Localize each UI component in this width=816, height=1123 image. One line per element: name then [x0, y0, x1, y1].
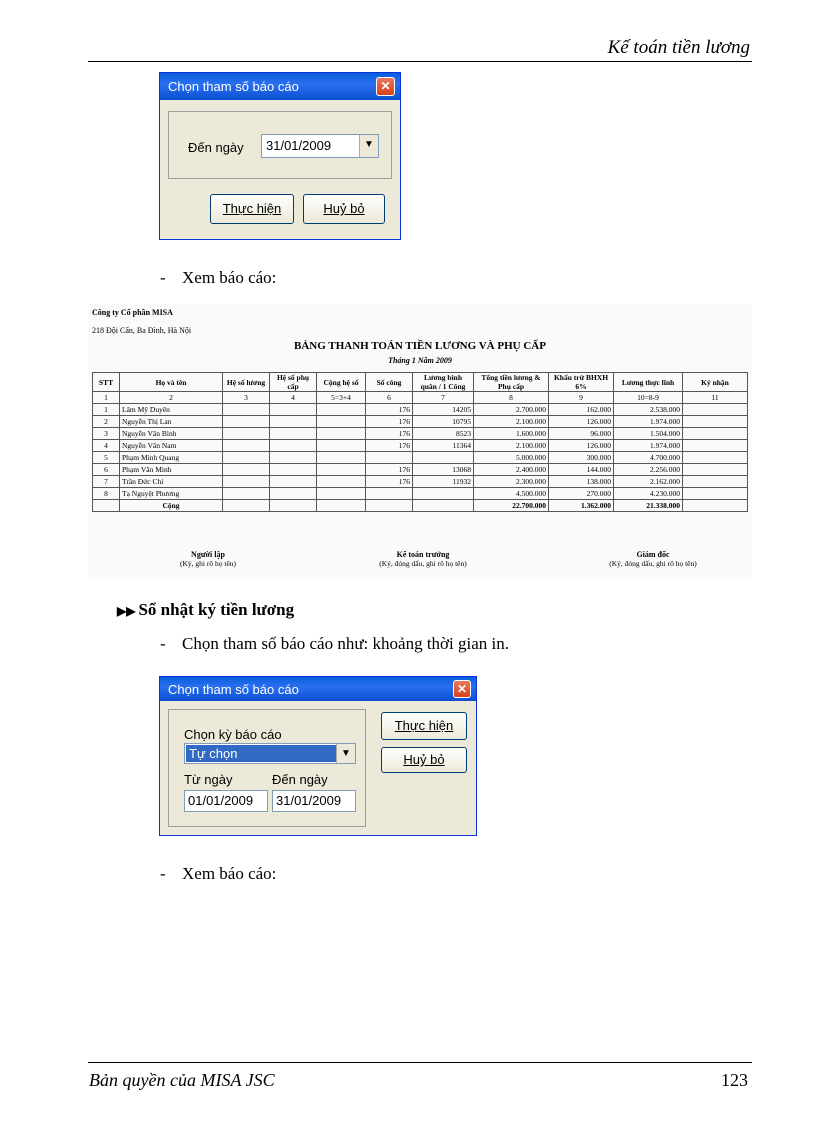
- total-thuc-linh: 21.338.000: [614, 500, 683, 512]
- col-header: Số công: [366, 373, 413, 392]
- table-cell: 11932: [413, 476, 474, 488]
- table-cell: [683, 428, 748, 440]
- table-cell: 176: [366, 404, 413, 416]
- table-cell: [317, 464, 366, 476]
- dialog-report-params-1: [159, 72, 401, 240]
- col-number: 5=3+4: [317, 392, 366, 404]
- table-cell: [270, 476, 317, 488]
- dialog-titlebar[interactable]: [160, 73, 400, 100]
- col-number: 8: [474, 392, 549, 404]
- table-cell: 14205: [413, 404, 474, 416]
- col-number: 7: [413, 392, 474, 404]
- table-cell: [683, 440, 748, 452]
- table-cell: 144.000: [549, 464, 614, 476]
- to-date-combo[interactable]: [261, 134, 379, 158]
- table-cell: [317, 440, 366, 452]
- table-cell: 5.000.000: [474, 452, 549, 464]
- signature-preparer: [138, 550, 278, 568]
- table-cell: [223, 416, 270, 428]
- table-cell: [683, 416, 748, 428]
- signature-director: [568, 550, 738, 568]
- period-select[interactable]: [184, 743, 356, 764]
- page-number: 123: [721, 1070, 748, 1090]
- table-row: [93, 488, 748, 500]
- table-cell: [683, 464, 748, 476]
- table-cell: 6: [93, 464, 120, 476]
- total-khau-tru: 1.362.000: [549, 500, 614, 512]
- report-title: BẢNG THANH TOÁN TIỀN LƯƠNG VÀ PHỤ CẤP: [294, 340, 546, 352]
- table-cell: 1.504.000: [614, 428, 683, 440]
- col-number: 2: [120, 392, 223, 404]
- table-cell: 5: [93, 452, 120, 464]
- col-header: Cộng hệ số: [317, 373, 366, 392]
- dialog-title: Chọn tham số báo cáo: [168, 79, 299, 94]
- chevron-down-icon[interactable]: ▼: [359, 135, 378, 157]
- table-cell: [317, 476, 366, 488]
- header-rule: [88, 61, 752, 62]
- table-colnum-row: [93, 392, 748, 404]
- table-cell: 7: [93, 476, 120, 488]
- table-row: [93, 476, 748, 488]
- bullet-view-report-2: - Xem báo cáo:: [160, 864, 277, 883]
- salary-table: [92, 372, 748, 512]
- table-cell: 176: [366, 428, 413, 440]
- table-header-row: [93, 373, 748, 392]
- table-row: [93, 428, 748, 440]
- col-number: 9: [549, 392, 614, 404]
- cancel-button[interactable]: [303, 194, 385, 224]
- table-cell: [317, 452, 366, 464]
- col-number: 11: [683, 392, 748, 404]
- total-tong: 22.700.000: [474, 500, 549, 512]
- to-date-label: Đến ngày: [272, 772, 328, 787]
- table-cell: [317, 488, 366, 500]
- table-cell: [223, 476, 270, 488]
- table-cell: Phạm Minh Quang: [120, 452, 223, 464]
- col-number: 1: [93, 392, 120, 404]
- table-total-row: [93, 500, 748, 512]
- table-cell: [223, 464, 270, 476]
- report-company: Công ty Cổ phần MISA: [92, 308, 173, 317]
- bullet-text: Chọn tham số báo cáo như: khoảng thời gian in.: [182, 634, 509, 653]
- signature-role: Kế toán trưởng: [396, 550, 450, 559]
- table-cell: 126.000: [549, 440, 614, 452]
- close-icon[interactable]: ✕: [453, 680, 471, 698]
- run-button[interactable]: [210, 194, 294, 224]
- table-cell: 176: [366, 416, 413, 428]
- from-date-label: Từ ngày: [184, 772, 233, 787]
- table-cell: 8523: [413, 428, 474, 440]
- col-header: Tổng tiền lương & Phụ cấp: [474, 373, 549, 392]
- table-cell: 1.974.000: [614, 416, 683, 428]
- col-header: Họ và tên: [120, 373, 223, 392]
- table-cell: 176: [366, 476, 413, 488]
- table-cell: 1: [93, 404, 120, 416]
- table-cell: [366, 488, 413, 500]
- table-cell: Phạm Văn Minh: [120, 464, 223, 476]
- table-cell: 176: [366, 464, 413, 476]
- table-cell: [317, 416, 366, 428]
- table-cell: 2: [93, 416, 120, 428]
- signature-note: (Ký, đóng dấu, ghi rõ họ tên): [379, 559, 467, 568]
- report-address: 218 Đội Cấn, Ba Đình, Hà Nội: [92, 326, 192, 335]
- table-cell: [270, 452, 317, 464]
- table-cell: 270.000: [549, 488, 614, 500]
- table-cell: [270, 428, 317, 440]
- bullet-text: Xem báo cáo:: [182, 268, 277, 287]
- col-number: 4: [270, 392, 317, 404]
- table-cell: Nguyễn Văn Bình: [120, 428, 223, 440]
- table-cell: 3: [93, 428, 120, 440]
- cancel-button-label: Huỷ bỏ: [323, 201, 365, 216]
- table-row: [93, 440, 748, 452]
- report-subtitle: Tháng 1 Năm 2009: [388, 356, 452, 365]
- table-cell: 4.230.000: [614, 488, 683, 500]
- col-header: Hệ số phụ cấp: [270, 373, 317, 392]
- from-date-field[interactable]: 01/01/2009: [184, 790, 268, 812]
- table-cell: [270, 464, 317, 476]
- table-cell: [270, 488, 317, 500]
- table-row: [93, 416, 748, 428]
- table-cell: [366, 452, 413, 464]
- close-icon[interactable]: ✕: [376, 77, 395, 96]
- chevron-down-icon[interactable]: ▼: [336, 744, 355, 763]
- table-cell: Tạ Nguyệt Phương: [120, 488, 223, 500]
- to-date-label: Đến ngày: [188, 140, 244, 155]
- table-cell: 1.600.000: [474, 428, 549, 440]
- table-cell: 4.700.000: [614, 452, 683, 464]
- col-header: Hệ số lương: [223, 373, 270, 392]
- table-cell: 2.700.000: [474, 404, 549, 416]
- table-cell: [223, 452, 270, 464]
- cancel-button[interactable]: [381, 747, 467, 773]
- page-header-title: Kế toán tiền lương: [607, 37, 750, 58]
- table-cell: [683, 488, 748, 500]
- table-cell: 300.000: [549, 452, 614, 464]
- col-header: Ký nhận: [683, 373, 748, 392]
- table-cell: [413, 452, 474, 464]
- signature-chief-accountant: [338, 550, 508, 568]
- bullet-choose-params: - Chọn tham số báo cáo như: khoảng thời gian in.: [160, 634, 509, 653]
- signature-note: (Ký, ghi rõ họ tên): [179, 559, 237, 568]
- col-number: 6: [366, 392, 413, 404]
- table-cell: 13068: [413, 464, 474, 476]
- table-cell: 2.256.000: [614, 464, 683, 476]
- total-label: Cộng: [120, 500, 223, 512]
- period-selected-value: Tự chọn: [186, 745, 336, 762]
- table-cell: 11364: [413, 440, 474, 452]
- table-cell: 2.100.000: [474, 416, 549, 428]
- dialog-report-params-2: [159, 676, 477, 836]
- col-number: 3: [223, 392, 270, 404]
- signature-note: (Ký, đóng dấu, ghi rõ họ tên): [609, 559, 697, 568]
- table-cell: 126.000: [549, 416, 614, 428]
- to-date-field[interactable]: 31/01/2009: [272, 790, 356, 812]
- table-row: [93, 464, 748, 476]
- table-cell: [683, 476, 748, 488]
- run-button[interactable]: [381, 712, 467, 740]
- section-heading-text: Sổ nhật ký tiền lương: [138, 600, 295, 619]
- table-cell: 8: [93, 488, 120, 500]
- double-arrow-icon: ▶▶: [117, 604, 136, 618]
- table-cell: [270, 416, 317, 428]
- run-button-label: Thực hiện: [222, 201, 282, 216]
- table-cell: [317, 428, 366, 440]
- table-cell: 176: [366, 440, 413, 452]
- table-cell: Trần Đức Chí: [120, 476, 223, 488]
- table-cell: 138.000: [549, 476, 614, 488]
- col-header: STT: [93, 373, 120, 392]
- table-cell: [223, 488, 270, 500]
- table-row: [93, 404, 748, 416]
- salary-report-preview: [88, 304, 752, 579]
- footer-rule: [88, 1062, 752, 1063]
- run-button-label: Thực hiện: [394, 718, 454, 733]
- bullet-text: Xem báo cáo:: [182, 864, 277, 883]
- table-cell: [223, 404, 270, 416]
- footer-copyright: Bản quyền của MISA JSC: [89, 1070, 275, 1090]
- table-row: [93, 452, 748, 464]
- table-cell: 4.500.000: [474, 488, 549, 500]
- col-header: Lương thực lĩnh: [614, 373, 683, 392]
- bullet-view-report-1: - Xem báo cáo:: [160, 268, 277, 287]
- table-cell: [317, 404, 366, 416]
- dialog-title: Chọn tham số báo cáo: [168, 682, 299, 697]
- table-cell: 1.974.000: [614, 440, 683, 452]
- table-cell: Nguyễn Văn Nam: [120, 440, 223, 452]
- table-cell: [223, 440, 270, 452]
- table-cell: [270, 440, 317, 452]
- table-cell: 96.000: [549, 428, 614, 440]
- table-cell: 2.162.000: [614, 476, 683, 488]
- cancel-button-label: Huỷ bỏ: [403, 752, 445, 767]
- table-cell: 4: [93, 440, 120, 452]
- table-cell: 2.100.000: [474, 440, 549, 452]
- period-label: Chọn kỳ báo cáo: [184, 727, 282, 742]
- col-number: 10=8-9: [614, 392, 683, 404]
- table-cell: 162.000: [549, 404, 614, 416]
- table-cell: [223, 428, 270, 440]
- table-cell: 10795: [413, 416, 474, 428]
- col-header: Khấu trừ BHXH 6%: [549, 373, 614, 392]
- signature-role: Giám đốc: [636, 550, 670, 559]
- table-cell: 2.300.000: [474, 476, 549, 488]
- table-cell: 2.400.000: [474, 464, 549, 476]
- dialog-titlebar[interactable]: [160, 677, 476, 701]
- table-cell: Lâm Mỹ Duyên: [120, 404, 223, 416]
- table-cell: Nguyễn Thị Lan: [120, 416, 223, 428]
- signature-role: Người lập: [191, 550, 225, 559]
- section-heading: [117, 600, 294, 620]
- table-cell: [683, 404, 748, 416]
- table-cell: [413, 488, 474, 500]
- table-cell: 2.538.000: [614, 404, 683, 416]
- col-header: Lương bình quân / 1 Công: [413, 373, 474, 392]
- to-date-value: 31/01/2009: [266, 138, 332, 153]
- table-cell: [270, 404, 317, 416]
- table-cell: [683, 452, 748, 464]
